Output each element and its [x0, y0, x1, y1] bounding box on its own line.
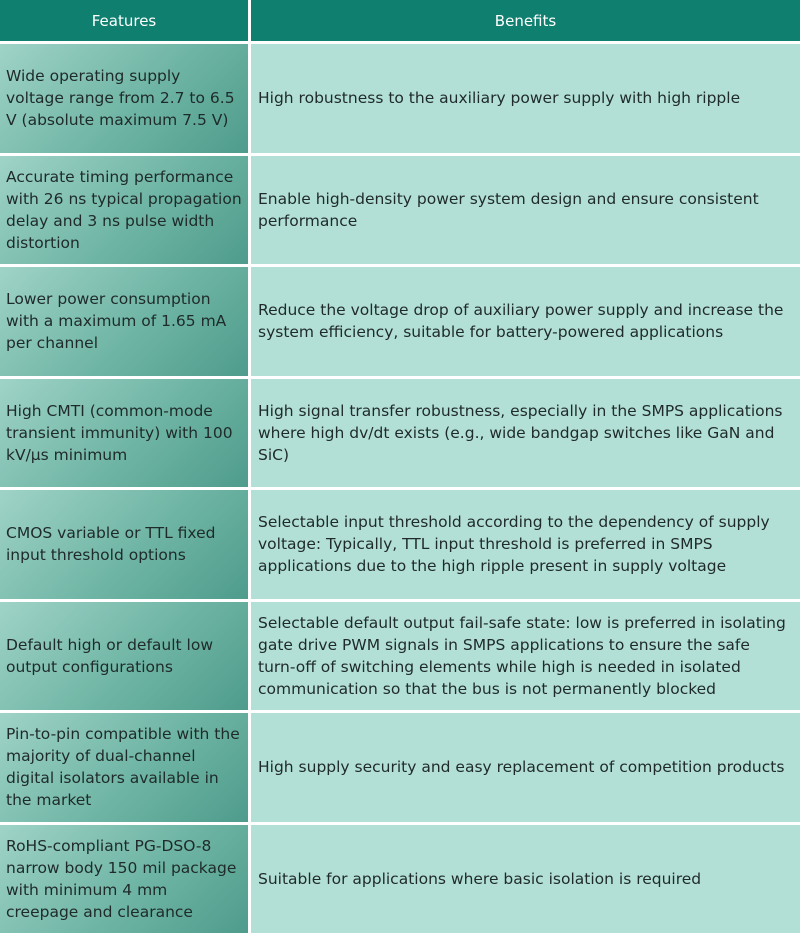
benefit-cell: Suitable for applications where basic isolation is required [251, 825, 800, 936]
feature-cell: Default high or default low output configurations [0, 602, 251, 714]
benefit-cell: High supply security and easy replacement of competition products [251, 713, 800, 825]
feature-cell: Pin-to-pin compatible with the majority of dual-channel digital isolators available in the market [0, 713, 251, 825]
benefit-cell: High signal transfer robustness, especially in the SMPS applications where high dv/dt exists (e.g., wide bandgap switches like GaN and SiC) [251, 379, 800, 491]
feature-cell: High CMTI (common-mode transient immunity) with 100 kV/µs minimum [0, 379, 251, 491]
feature-cell: CMOS variable or TTL fixed input threshold options [0, 490, 251, 602]
benefit-cell: Selectable input threshold according to the dependency of supply voltage: Typically, TTL input threshold is preferred in SMPS applications due to the high ripple present in supply voltage [251, 490, 800, 602]
feature-cell: Wide operating supply voltage range from 2.7 to 6.5 V (absolute maximum 7.5 V) [0, 44, 251, 156]
feature-cell: Accurate timing performance with 26 ns typical propagation delay and 3 ns pulse width distortion [0, 156, 251, 268]
feature-cell: Lower power consumption with a maximum of 1.65 mA per channel [0, 267, 251, 379]
benefit-cell: Selectable default output fail-safe state: low is preferred in isolating gate drive PWM signals in SMPS applications to ensure the safe turn-off of switching elements while high is needed in isolated communication so that the bus is not permanently blocked [251, 602, 800, 714]
benefit-cell: Reduce the voltage drop of auxiliary power supply and increase the system efficiency, suitable for battery-powered applications [251, 267, 800, 379]
benefit-cell: Enable high-density power system design and ensure consistent performance [251, 156, 800, 268]
feature-cell: RoHS-compliant PG-DSO-8 narrow body 150 mil package with minimum 4 mm creepage and clearance [0, 825, 251, 936]
header-features: Features [0, 0, 251, 44]
benefit-cell: High robustness to the auxiliary power supply with high ripple [251, 44, 800, 156]
header-benefits: Benefits [251, 0, 800, 44]
